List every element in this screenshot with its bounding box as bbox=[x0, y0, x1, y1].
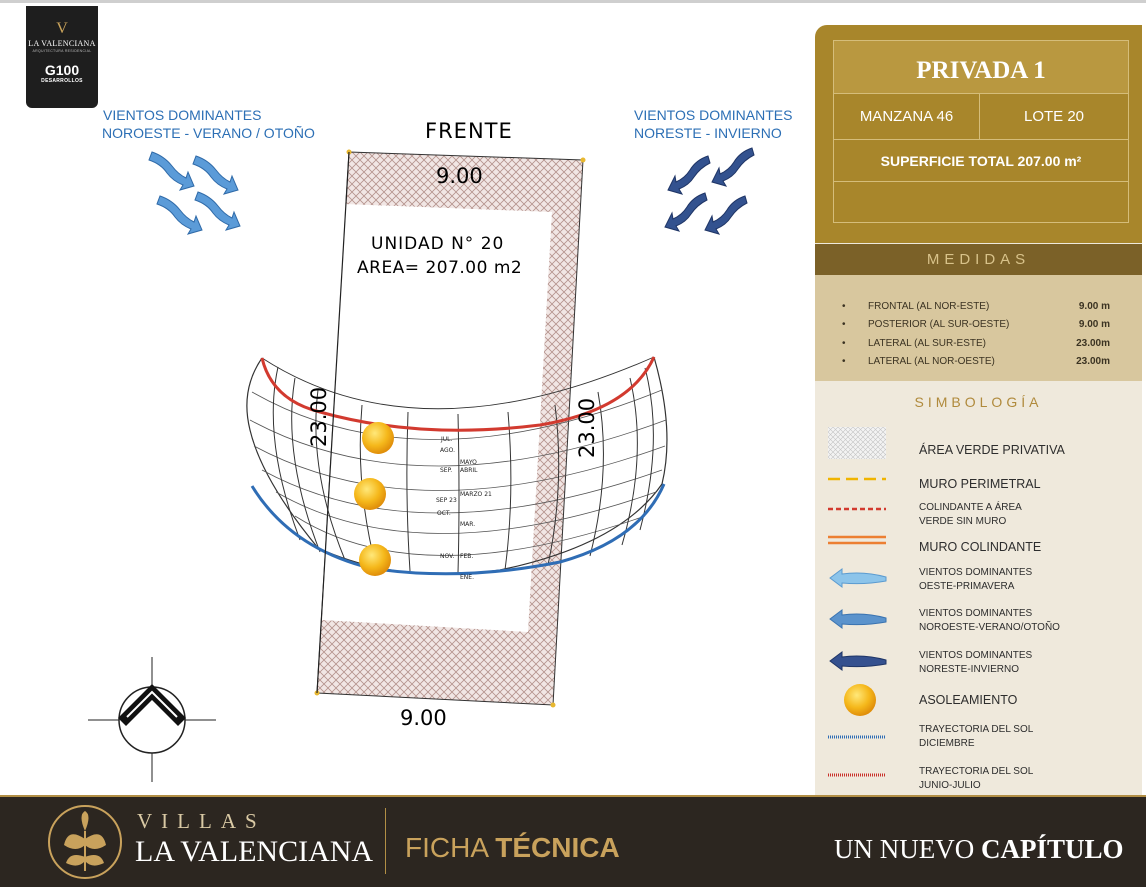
north-arrow-icon bbox=[88, 657, 216, 782]
legend-label: MURO PERIMETRAL bbox=[919, 477, 1041, 491]
legend-line1: VIENTOS DOMINANTES bbox=[919, 567, 1033, 578]
dashed-yellow-line-icon bbox=[828, 474, 888, 484]
footer-ficha-tecnica bbox=[405, 832, 620, 864]
legend-colindante-area-verde bbox=[828, 500, 1128, 530]
month-label: MARZO 21 bbox=[460, 491, 492, 498]
wind-right-line2: NORESTE - INVIERNO bbox=[634, 125, 782, 141]
unit-area: AREA= 207.00 m2 bbox=[357, 258, 523, 278]
legend-line2: OESTE-PRIMAVERA bbox=[919, 581, 1015, 592]
legend-label: MURO COLINDANTE bbox=[919, 540, 1042, 554]
month-label: SEP 23 bbox=[436, 497, 457, 504]
hatch-swatch-icon bbox=[828, 427, 888, 459]
superficie-total: SUPERFICIE TOTAL 207.00 m² bbox=[833, 139, 1129, 182]
legend-viento-noroeste bbox=[828, 606, 1128, 636]
month-label: JUL. bbox=[441, 436, 453, 443]
month-label: SEP. bbox=[440, 467, 453, 474]
logo-mark-icon: V bbox=[56, 20, 68, 37]
medida-value: 9.00 m bbox=[1078, 301, 1110, 312]
month-label: FEB. bbox=[460, 553, 474, 560]
sun-icon bbox=[362, 422, 394, 454]
legend-line2: JUNIO-JULIO bbox=[919, 780, 981, 791]
front-label: FRENTE bbox=[425, 119, 513, 143]
legend-viento-noreste bbox=[828, 648, 1128, 678]
legend-line1: VIENTOS DOMINANTES bbox=[919, 608, 1033, 619]
sun-icon bbox=[354, 478, 386, 510]
footer-villas: VILLAS bbox=[137, 809, 266, 833]
medida-row bbox=[842, 301, 1114, 319]
legend-line2: NORESTE-INVIERNO bbox=[919, 664, 1020, 675]
legend-label bbox=[919, 607, 1060, 635]
medida-row bbox=[842, 338, 1114, 356]
footer-ficha: FICHA bbox=[405, 832, 488, 863]
month-label: OCT. bbox=[437, 510, 451, 517]
month-label: ABRIL bbox=[460, 467, 478, 474]
blue-path-line-icon bbox=[828, 733, 888, 741]
bullet-icon: • bbox=[842, 319, 846, 330]
dashed-red-line-icon bbox=[828, 504, 888, 514]
footer-slogan bbox=[834, 834, 1124, 865]
legend-muro-perimetral bbox=[828, 470, 1128, 494]
medida-label: LATERAL (AL SUR-ESTE) bbox=[868, 338, 986, 349]
bottom-dimension: 9.00 bbox=[400, 706, 447, 730]
medida-value: 23.00m bbox=[1076, 338, 1110, 349]
legend-viento-oeste bbox=[828, 565, 1128, 595]
legend-line1: VIENTOS DOMINANTES bbox=[919, 650, 1033, 661]
legend-label bbox=[919, 566, 1032, 594]
legend-label bbox=[919, 649, 1032, 677]
month-label: MAYO bbox=[460, 459, 477, 466]
month-label: ENE. bbox=[460, 574, 474, 581]
logo-brand-text: LA VALENCIANA bbox=[28, 39, 96, 48]
unit-number: UNIDAD N° 20 bbox=[371, 234, 505, 254]
medidas-header: MEDIDAS bbox=[815, 244, 1142, 275]
wind-right-line1: VIENTOS DOMINANTES bbox=[634, 107, 793, 123]
month-label: AGO. bbox=[440, 447, 456, 454]
medida-label: FRONTAL (AL NOR-ESTE) bbox=[868, 301, 990, 312]
footer-divider bbox=[385, 808, 386, 874]
manzana-cell: MANZANA 46 bbox=[833, 93, 980, 140]
empty-info-row bbox=[833, 181, 1129, 223]
legend-line2: VERDE SIN MURO bbox=[919, 516, 1007, 527]
medida-row bbox=[842, 319, 1114, 337]
footer-gold-rule bbox=[0, 795, 1146, 797]
legend-trayectoria-diciembre bbox=[828, 723, 1128, 753]
left-dimension: 23.00 bbox=[307, 386, 331, 447]
logo-desarrollos: DESARROLLOS bbox=[41, 78, 83, 84]
footer-capitulo: CAPÍTULO bbox=[980, 834, 1124, 864]
legend-asoleamiento bbox=[828, 682, 1128, 718]
medida-row bbox=[842, 356, 1114, 374]
wind-arrow-light-icon bbox=[828, 567, 888, 589]
bullet-icon: • bbox=[842, 301, 846, 312]
legend-line2: NOROESTE-VERANO/OTOÑO bbox=[919, 622, 1060, 633]
legend-label bbox=[919, 501, 1022, 529]
legend-trayectoria-junio bbox=[828, 765, 1128, 795]
legend-muro-colindante bbox=[828, 533, 1128, 557]
wind-left-line2: NOROESTE - VERANO / OTOÑO bbox=[102, 125, 315, 141]
logo-g100: G100 bbox=[44, 62, 80, 78]
top-dimension: 9.00 bbox=[436, 164, 483, 188]
legend-label bbox=[919, 765, 1033, 793]
month-label: MAR. bbox=[460, 521, 476, 528]
legend-area-verde bbox=[828, 427, 1128, 461]
bullet-icon: • bbox=[842, 338, 846, 349]
wind-arrows-northwest-icon bbox=[149, 152, 240, 234]
wind-arrow-medium-icon bbox=[828, 608, 888, 630]
sun-icon bbox=[842, 682, 902, 718]
footer-la-valenciana: LA VALENCIANA bbox=[135, 835, 374, 868]
right-dimension: 23.00 bbox=[575, 397, 599, 458]
red-path-line-icon bbox=[828, 771, 888, 779]
sun-icon bbox=[359, 544, 391, 576]
medida-label: POSTERIOR (AL SUR-OESTE) bbox=[868, 319, 1010, 330]
leaf-emblem-icon bbox=[40, 801, 130, 883]
medida-value: 9.00 m bbox=[1078, 319, 1110, 330]
footer-nuevo: UN NUEVO bbox=[834, 834, 975, 864]
privada-title: PRIVADA 1 bbox=[833, 40, 1129, 94]
logo-subtitle: ARQUITECTURA RESIDENCIAL bbox=[32, 49, 92, 53]
legend-line2: DICIEMBRE bbox=[919, 738, 975, 749]
footer-tecnica: TÉCNICA bbox=[495, 832, 620, 863]
month-label: NOV. bbox=[440, 553, 455, 560]
wind-arrow-dark-icon bbox=[828, 650, 888, 672]
legend-label: ASOLEAMIENTO bbox=[919, 693, 1018, 707]
bullet-icon: • bbox=[842, 356, 846, 367]
legend-label bbox=[919, 723, 1033, 751]
wind-arrows-northeast-icon bbox=[665, 148, 754, 234]
legend-label: ÁREA VERDE PRIVATIVA bbox=[919, 443, 1065, 457]
medida-value: 23.00m bbox=[1076, 356, 1110, 367]
legend-line1: TRAYECTORIA DEL SOL bbox=[919, 766, 1034, 777]
double-orange-line-icon bbox=[828, 534, 888, 546]
legend-line1: COLINDANTE A ÁREA bbox=[919, 502, 1022, 513]
lote-cell: LOTE 20 bbox=[979, 93, 1129, 140]
simbologia-header: SIMBOLOGÍA bbox=[914, 394, 1043, 410]
legend-line1: TRAYECTORIA DEL SOL bbox=[919, 724, 1034, 735]
wind-left-line1: VIENTOS DOMINANTES bbox=[103, 107, 262, 123]
medida-label: LATERAL (AL NOR-OESTE) bbox=[868, 356, 995, 367]
